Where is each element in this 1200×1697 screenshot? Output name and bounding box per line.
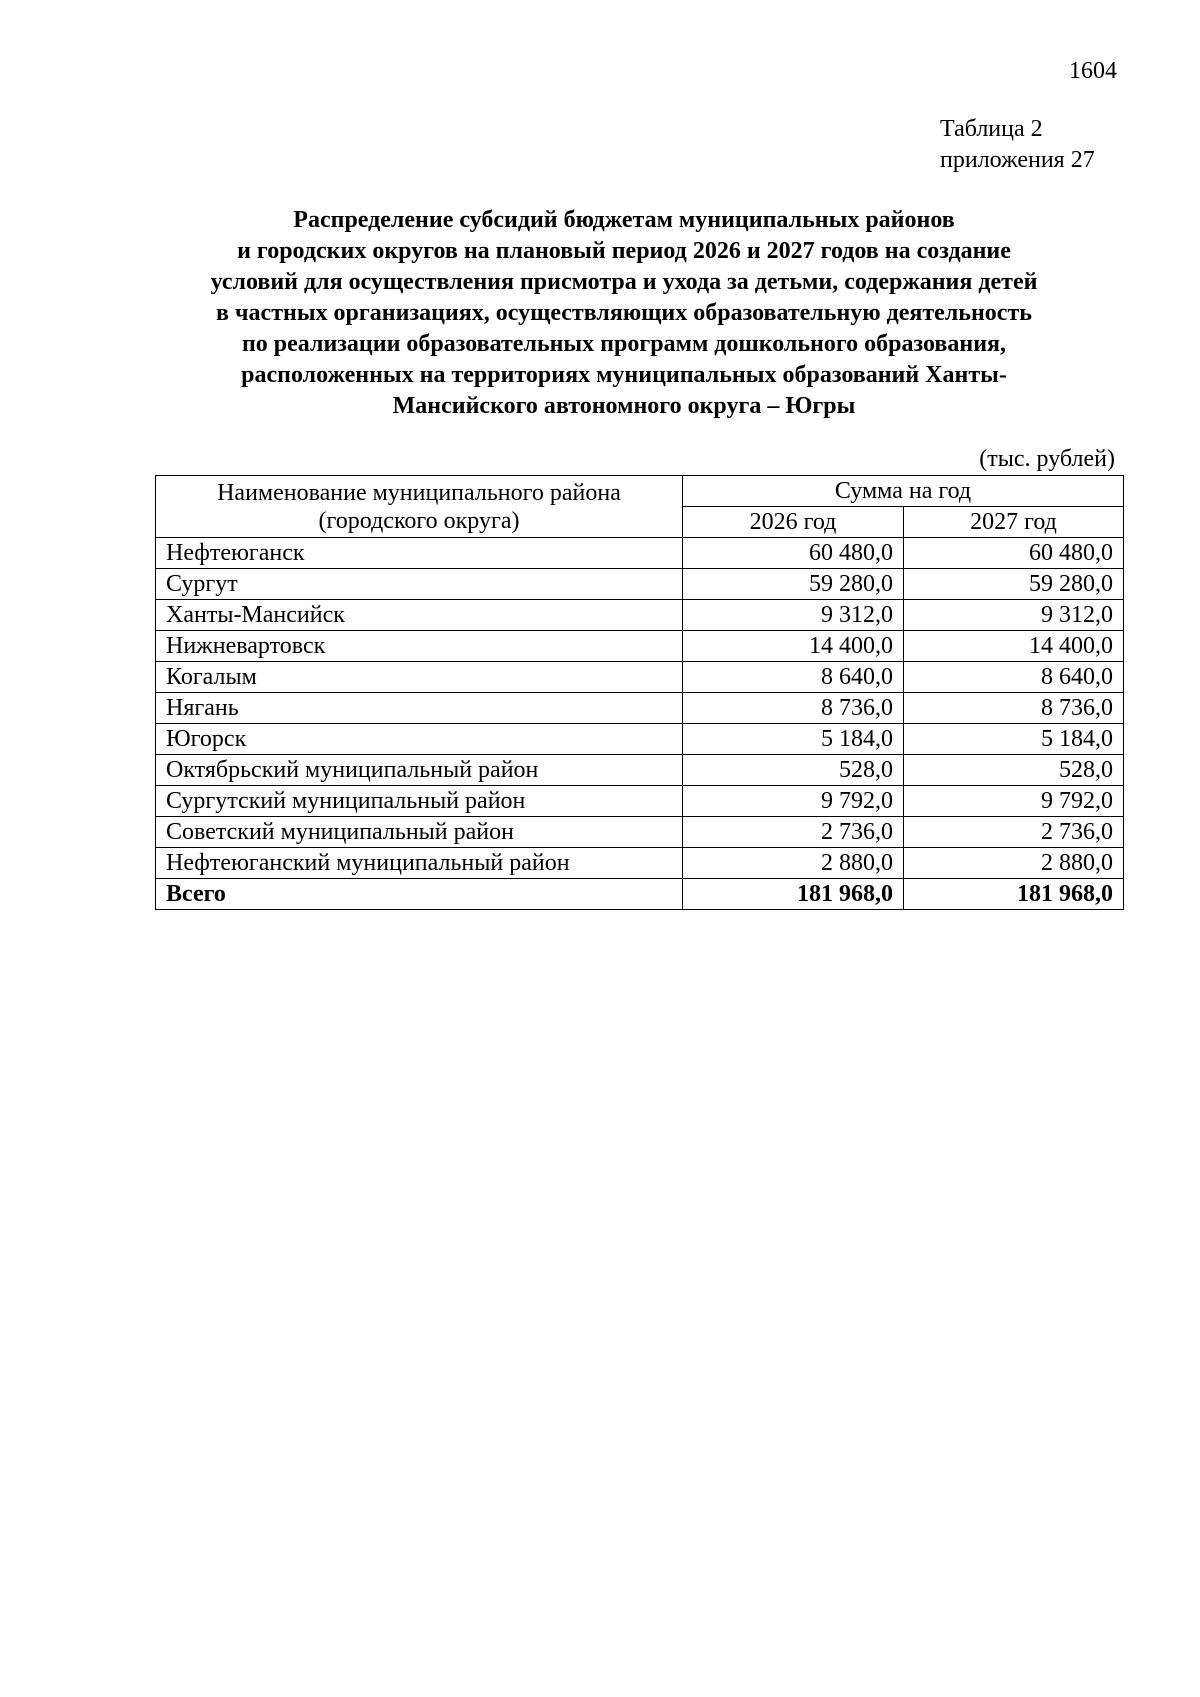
total-row [156, 879, 1124, 910]
table-row [156, 817, 1124, 848]
page-number: 1604 [1069, 58, 1117, 84]
header-row [156, 476, 1124, 507]
municipality-name-cell: Ханты-Мансийск [156, 600, 683, 631]
amount-2027-cell: 14 400,0 [904, 631, 1124, 662]
municipality-name-cell: Октябрьский муниципальный район [156, 755, 683, 786]
header-name-line: (городского округа) [318, 507, 520, 534]
units-label: (тыс. рублей) [979, 446, 1115, 472]
amount-2026-cell: 14 400,0 [683, 631, 904, 662]
table-row [156, 662, 1124, 693]
amount-2027-cell: 528,0 [904, 755, 1124, 786]
amount-2027-cell: 8 736,0 [904, 693, 1124, 724]
municipality-name-cell: Нижневартовск [156, 631, 683, 662]
amount-2026-cell: 2 880,0 [683, 848, 904, 879]
amount-2027-cell: 8 640,0 [904, 662, 1124, 693]
title-line: расположенных на территориях муниципальных образований Ханты- [241, 362, 1007, 388]
title-line: Распределение субсидий бюджетам муниципальных районов [293, 207, 955, 233]
municipality-name-cell: Советский муниципальный район [156, 817, 683, 848]
total-2027-cell: 181 968,0 [904, 879, 1124, 910]
municipality-name-cell: Югорск [156, 724, 683, 755]
amount-2026-cell: 9 792,0 [683, 786, 904, 817]
amount-2027-cell: 9 792,0 [904, 786, 1124, 817]
table-reference [940, 114, 1095, 176]
municipality-name-cell: Нефтеюганск [156, 538, 683, 569]
table-row [156, 569, 1124, 600]
total-2026-cell: 181 968,0 [683, 879, 904, 910]
amount-2026-cell: 59 280,0 [683, 569, 904, 600]
title-line: и городских округов на плановый период 2026 и 2027 годов на создание [237, 238, 1011, 264]
municipality-name-cell: Когалым [156, 662, 683, 693]
amount-2026-cell: 2 736,0 [683, 817, 904, 848]
table-body [156, 538, 1124, 910]
header-name-line: Наименование муниципального района [217, 479, 621, 506]
amount-2027-cell: 5 184,0 [904, 724, 1124, 755]
amount-2027-cell: 59 280,0 [904, 569, 1124, 600]
document-title [150, 205, 1098, 422]
header-year-2027: 2027 год [904, 507, 1124, 538]
amount-2027-cell: 2 880,0 [904, 848, 1124, 879]
subsidy-table [155, 475, 1124, 910]
amount-2026-cell: 528,0 [683, 755, 904, 786]
table-row [156, 755, 1124, 786]
header-name-column [156, 476, 683, 538]
municipality-name-cell: Сургут [156, 569, 683, 600]
table-row [156, 786, 1124, 817]
title-line: Мансийского автономного округа – Югры [392, 393, 856, 419]
amount-2027-cell: 2 736,0 [904, 817, 1124, 848]
table-row [156, 693, 1124, 724]
table-row [156, 600, 1124, 631]
amount-2026-cell: 8 640,0 [683, 662, 904, 693]
amount-2026-cell: 8 736,0 [683, 693, 904, 724]
municipality-name-cell: Сургутский муниципальный район [156, 786, 683, 817]
amount-2027-cell: 60 480,0 [904, 538, 1124, 569]
table-row [156, 848, 1124, 879]
amount-2026-cell: 9 312,0 [683, 600, 904, 631]
amount-2026-cell: 5 184,0 [683, 724, 904, 755]
table-row [156, 724, 1124, 755]
title-line: по реализации образовательных программ дошкольного образования, [241, 331, 1007, 357]
table-reference-line: Таблица 2 [940, 116, 1043, 142]
municipality-name-cell: Нефтеюганский муниципальный район [156, 848, 683, 879]
amount-2027-cell: 9 312,0 [904, 600, 1124, 631]
table-row [156, 538, 1124, 569]
table-row [156, 631, 1124, 662]
table-reference-line: приложения 27 [940, 147, 1095, 173]
header-sum-group: Сумма на год [683, 476, 1124, 507]
municipality-name-cell: Нягань [156, 693, 683, 724]
header-year-2026: 2026 год [683, 507, 904, 538]
title-line: условий для осуществления присмотра и ухода за детьми, содержания детей [210, 269, 1038, 295]
total-label-cell: Всего [156, 879, 683, 910]
title-line: в частных организациях, осуществляющих образовательную деятельность [216, 300, 1032, 326]
amount-2026-cell: 60 480,0 [683, 538, 904, 569]
